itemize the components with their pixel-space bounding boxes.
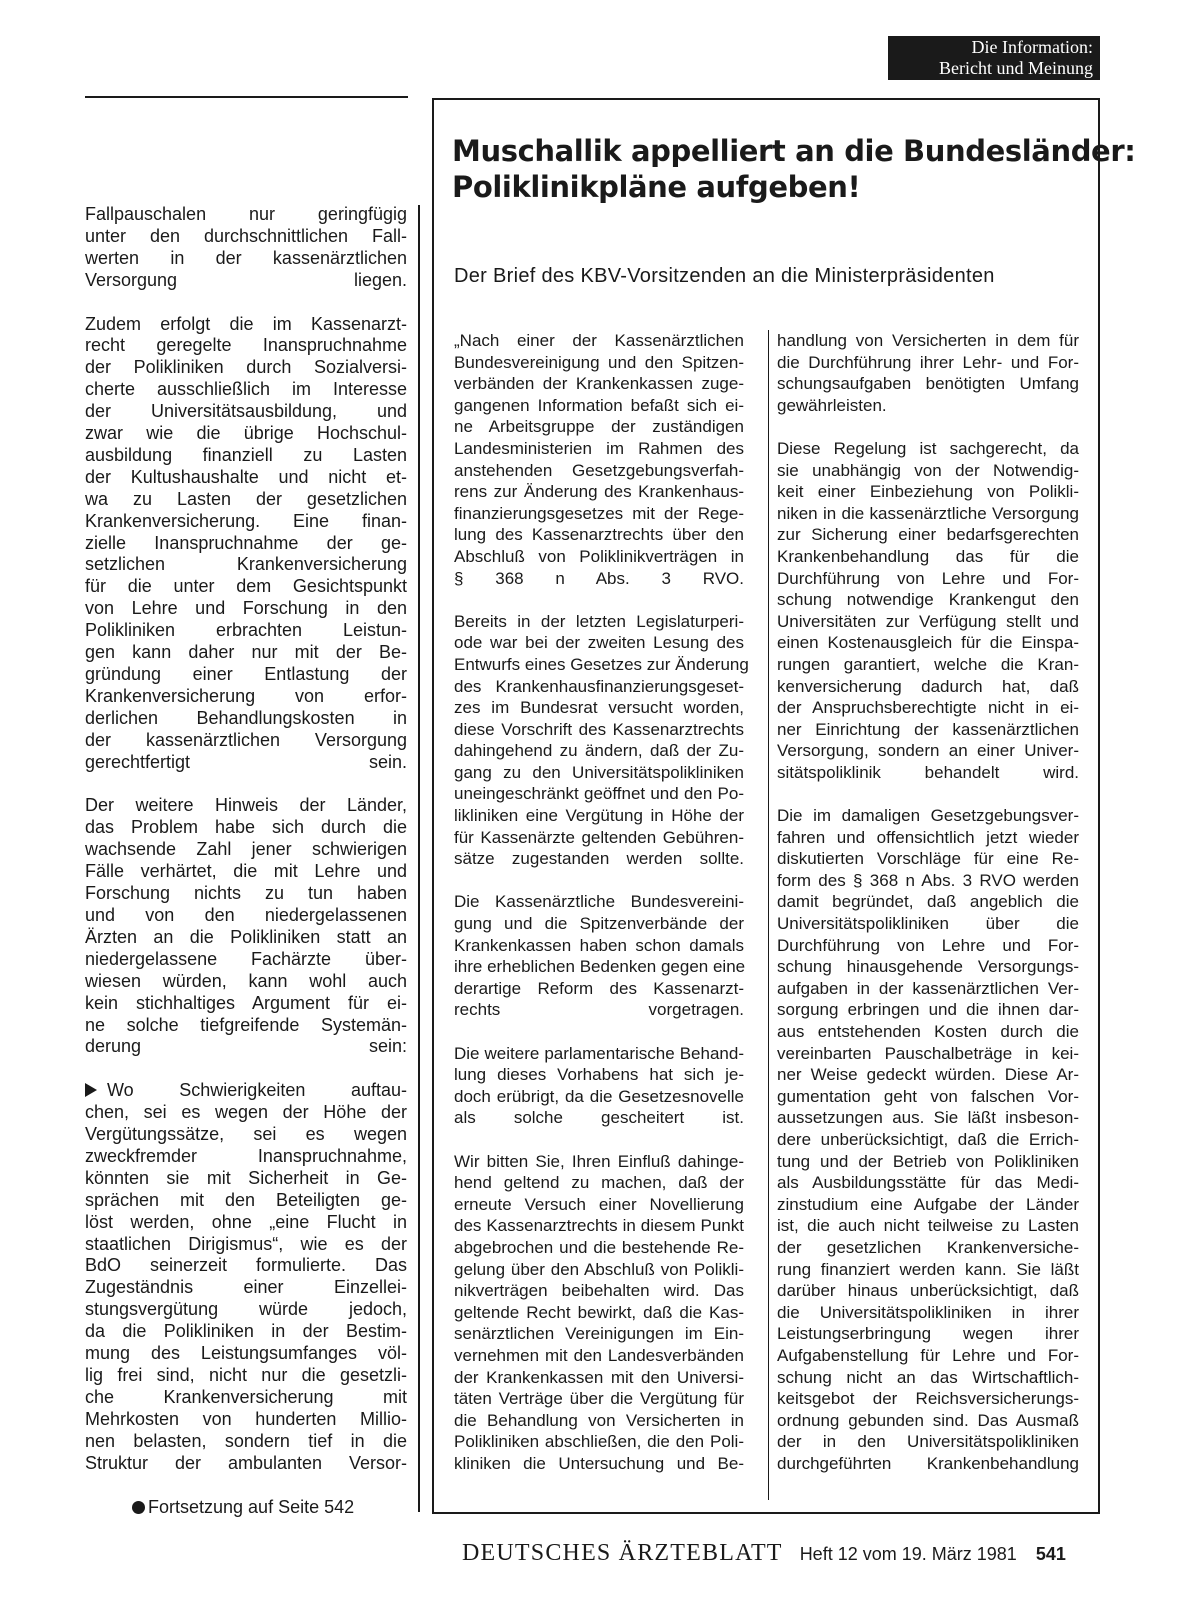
text-line: rung finanziert werden kann. Sie läßt [777,1259,1079,1279]
paragraph [454,611,749,870]
text-line: Mehrkosten von hunderten Millio- [85,1408,407,1429]
text-line: recht geregelte Inanspruchnahme [85,335,407,356]
paragraph [454,330,744,589]
text-line: ne solche tiefgreifende Systemän- [85,1014,407,1035]
text-line: Forschung nichts zu tun haben [85,883,407,904]
paragraph [777,330,1079,416]
text-line: Universitätspolikliniken über die [777,914,1079,934]
text-line: niedergelassene Fachärzte über- [85,948,407,969]
text-line: derung sein: [85,1036,407,1057]
text-line: hend geltend zu machen, daß der [454,1173,744,1193]
arrow-bullet-icon [85,1083,97,1097]
text-line: kein stichhaltiges Argument für ei- [85,992,407,1013]
text-line: sie unabhängig von der Notwendig- [777,460,1079,480]
text-line: erneute Versuch einer Novellierung [454,1194,744,1214]
paragraph [454,1151,744,1475]
text-line: als Ausbildungsstätte für das Medi- [777,1173,1079,1193]
text-line: § 368 n Abs. 3 RVO. [454,568,744,588]
text-line: staatlichen Dirigismus“, wie es der [85,1233,407,1254]
text-line: schung nicht an das Wirtschaftlich- [777,1367,1079,1387]
text-line: kliniken die Untersuchung und Be- [454,1453,744,1473]
text-line: wa zu Lasten der gesetzlichen [85,488,407,509]
text-line: Bundesvereinigung und den Spitzen- [454,352,744,372]
text-line: dere unberücksichtigt, daß die Errich- [777,1129,1079,1149]
text-line: finanzierungsgesetzes mit der Rege- [454,503,744,523]
text-line: rechts vorgetragen. [454,1000,744,1020]
text-line: anstehenden Gesetzgebungsverfah- [454,460,744,480]
text-line: der gesetzlichen Krankenversiche- [777,1237,1079,1257]
text-line: Krankenversicherung von erfor- [85,685,407,706]
text-line: likliniken eine Vergütung in Höhe der [454,806,744,826]
text-line: der Universitätsausbildung, und [85,401,407,422]
text-line: das Problem habe sich durch die [85,817,407,838]
paragraph [777,438,1079,784]
text-line: Zugeständnis einer Einzellei- [85,1277,407,1298]
column-divider [418,205,420,1512]
text-line: gung und die Spitzenverbände der [454,914,744,934]
text-line: Zudem erfolgt die im Kassenarzt- [85,313,407,334]
text-line: sprächen mit den Beteiligten ge- [85,1189,407,1210]
text-line: stungsvergütung würde jedoch, [85,1299,407,1320]
text-line: gen kann daher nur mit der Be- [85,642,407,663]
text-line: gelung über den Abschluß von Polikli- [454,1259,744,1279]
text-line: gang zu den Universitätspolikliniken [454,762,744,782]
left-column [85,204,407,1475]
text-line: form des § 368 n Abs. 3 RVO werden [777,870,1079,890]
text-line: Struktur der ambulanten Versor- [85,1452,407,1473]
text-line: Polikliniken abschließen, die den Poli- [454,1432,744,1452]
headline-line1: Muschallik appelliert an die Bundesländer: [452,134,1136,168]
text-line: gumentation geht von falschen Vor- [777,1086,1079,1106]
text-line: Aufgabenstellung für Lehre und For- [777,1345,1079,1365]
text-line: diese Vorschrift des Kassenarztrechts [454,719,744,739]
text-line: Versorgung, sondern an einer Univer- [777,741,1079,761]
text-line: ode war bei der zweiten Lesung des [454,633,744,653]
text-line: ordnung gebunden sind. Das Ausmaß [777,1410,1079,1430]
text-line: Abschluß von Poliklinikverträgen in [454,546,744,566]
text-line: für Kassenärzte geltenden Gebühren- [454,827,744,847]
text-line: BdO seinerzeit formulierte. Das [85,1255,407,1276]
text-line: gangenen Information befaßt sich ei- [454,395,744,415]
page-number: 541 [1035,1544,1066,1564]
text-line: des Kassenarztrechts in diesem Punkt [454,1216,744,1236]
bullet-paragraph [85,1080,407,1474]
text-line: sorgung erbringen und die ihnen dar- [777,1000,1079,1020]
text-line: zinstudium eine Aufgabe der Länder [777,1194,1079,1214]
text-line: der Krankenkassen mit den Universi- [454,1367,744,1387]
text-line: verbänden der Krankenkassen zuge- [454,374,744,394]
text-line: Landesministerien im Rahmen des [454,438,744,458]
text-line: Wo Schwierigkeiten auftau- [107,1080,407,1101]
text-line: derlichen Behandlungskosten in [85,707,407,728]
text-line: tung und der Betrieb von Polikliniken [777,1151,1079,1171]
text-line: keitsgebot der Reichsversicherungs- [777,1389,1079,1409]
text-line: zwar wie die übrige Hochschul- [85,423,407,444]
text-line: sätze zugestanden werden sollte. [454,849,744,869]
text-line: durchgeführten Krankenbehandlung [777,1453,1079,1473]
text-line: gewährleisten. [777,395,887,415]
paragraph [85,795,407,1058]
text-line: zes im Bundesrat versucht worden, [454,698,744,718]
text-line: nen belasten, sondern tief in die [85,1430,407,1451]
text-line: Leistungserbringung wegen ihrer [777,1324,1079,1344]
text-line: könnten sie mit Sicherheit in Ge- [85,1167,407,1188]
text-line: vereinbarten Pauschalbeträge in kei- [777,1043,1079,1063]
text-line: Durchführung von Lehre und For- [777,935,1079,955]
text-line: als solche gescheitert ist. [454,1108,744,1128]
text-line: unter den durchschnittlichen Fall- [85,225,407,246]
text-line: Fallpauschalen nur geringfügig [85,204,407,224]
text-line: Die weitere parlamentarische Behand- [454,1043,744,1063]
text-line: des Krankenhausfinanzierungsgeset- [454,676,744,696]
text-line: täten Verträge über die Vergütung für [454,1389,744,1409]
text-line: handlung von Versicherten in dem für [777,331,1079,350]
text-line: setzlichen Krankenversicherung [85,554,407,575]
text-line: darüber hinaus unberücksichtigt, daß [777,1281,1079,1301]
letter-column-divider [768,330,769,1500]
text-line: cherte ausschließlich im Interesse [85,379,407,400]
text-line: lig frei sind, nicht nur die gesetzli- [85,1364,407,1385]
text-line: fahren und offensichtlich jetzt wieder [777,827,1079,847]
text-line: ner Einrichtung der kassenärztlichen [777,719,1079,739]
text-line: Fälle verhärtet, die mit Lehre und [85,861,407,882]
text-line: Krankenversicherung. Eine finan- [85,510,407,531]
text-line: diskutierten Vorschläge für eine Re- [777,849,1079,869]
text-line: Universitäten zur Verfügung stellt und [777,611,1079,631]
paragraph [85,314,407,774]
text-line: der in den Universitätspolikliniken [777,1432,1079,1452]
text-line: ner Weise gedeckt würden. Diese Ar- [777,1065,1079,1085]
text-line: werten in der kassenärztlichen [85,247,407,268]
text-line: geltende Recht bewirkt, daß die Kas- [454,1302,744,1322]
text-line: rungen garantiert, welche die Kran- [777,654,1079,674]
text-line: gerechtfertigt sein. [85,751,407,772]
text-line: ausbildung finanziell zu Lasten [85,444,407,465]
text-line: und von den niedergelassenen [85,904,407,925]
text-line: schung notwendige Krankengut den [777,590,1079,610]
text-line: niken in die kassenärztliche Versorgung [777,503,1079,523]
text-line: Bereits in der letzten Legislaturperi- [454,611,744,631]
text-line: von Lehre und Forschung in den [85,598,407,619]
masthead: DEUTSCHES ÄRZTEBLATT [462,1540,783,1566]
text-line: zweckfremder Inanspruchnahme, [85,1145,407,1166]
text-line: der Polikliniken durch Sozialversi- [85,357,407,378]
paragraph [777,805,1079,1474]
text-line: vernehmen mit den Landesverbänden [454,1345,744,1365]
text-line: aus entstehenden Kosten durch die [777,1022,1079,1041]
paragraph [454,891,744,1021]
text-line: abgebrochen und die bestehende Re- [454,1237,744,1257]
text-line: Entwurfs eines Gesetzes zur Änderung [454,654,749,674]
text-line: da die Polikliniken in der Bestim- [85,1321,407,1342]
text-line: Versorgung liegen. [85,269,407,290]
issue-info: Heft 12 vom 19. März 1981 [799,1544,1017,1564]
text-line: Polikliniken erbrachten Leistun- [85,620,407,641]
continuation-note [148,1496,354,1518]
text-line: die Universitätspolikliniken in ihrer [777,1302,1079,1322]
page-footer [462,1540,1066,1567]
text-line: zur Sicherung einer bedarfsgerechten [777,525,1079,545]
letter-column-1 [454,330,749,1474]
text-line: der Kultushaushalte und nicht et- [85,466,407,487]
top-rule [85,96,408,98]
text-line: che Krankenversicherung mit [85,1386,407,1407]
text-line: sitätspoliklinik behandelt wird. [777,762,1079,782]
headline [452,133,1136,205]
text-line: Ärzten an die Polikliniken statt an [85,926,407,947]
text-line: Wir bitten Sie, Ihren Einfluß dahinge- [454,1151,744,1171]
text-line: Durchführung von Lehre und For- [777,568,1079,588]
letter-column-2 [777,330,1079,1474]
text-line: doch erübrigt, da die Gesetzesnovelle [454,1086,744,1106]
text-line: dahingehend zu ändern, daß der Zu- [454,741,744,761]
section-label-line1: Die Information: [971,37,1093,57]
bullet-dot-icon [132,1501,145,1514]
text-line: nikverträgen beibehalten wird. Das [454,1281,744,1301]
text-line: chen, sei es wegen der Höhe der [85,1102,407,1123]
text-line: Der weitere Hinweis der Länder, [85,795,407,816]
text-line: ne Arbeitsgruppe der zuständigen [454,417,744,437]
text-line: einen Kostenausgleich für die Einspa- [777,633,1079,653]
text-line: rens zur Änderung des Krankenhaus- [454,482,744,502]
text-line: wiesen würden, kann wohl auch [85,970,407,991]
text-line: damit begründet, daß angeblich die [777,892,1079,912]
text-line: Vergütungssätze, sei es wegen [85,1124,407,1145]
text-line: uneingeschränkt geöffnet und den Po- [454,784,744,804]
text-line: ihre erheblichen Bedenken gegen eine [454,957,746,977]
text-line: löst werden, ohne „eine Flucht in [85,1211,407,1232]
text-line: gründung einer Entlastung der [85,664,407,685]
text-line: derartige Reform des Kassenarzt- [454,978,744,998]
headline-line2: Poliklinikpläne aufgeben! [452,170,861,204]
text-line: Die im damaligen Gesetzgebungsver- [777,806,1079,826]
text-line: Krankenbehandlung das für die [777,546,1079,566]
subheadline: Der Brief des KBV-Vorsitzenden an die Ministerpräsidenten [454,265,995,287]
text-line: „Nach einer der Kassenärztlichen [454,331,744,350]
section-label-line2: Bericht und Meinung [939,58,1093,78]
text-line: für die unter dem Gesichtspunkt [85,576,407,597]
text-line: senärztlichen Vereinigungen im Ein- [454,1324,744,1344]
text-line: schungsaufgaben benötigten Umfang [777,374,1079,394]
text-line: aufgaben in der kassenärztlichen Ver- [777,978,1079,998]
text-line: kenversicherung dadurch hat, daß [777,676,1079,696]
text-line: aussetzungen aus. Sie läßt insbeson- [777,1108,1079,1128]
text-line: Die Kassenärztliche Bundesvereini- [454,892,744,912]
section-label [888,36,1100,80]
continuation-text: Fortsetzung auf Seite 542 [148,1497,355,1517]
text-line: zielle Inanspruchnahme der ge- [85,532,407,553]
text-line: schung hinausgehende Versorgungs- [777,957,1079,977]
text-line: der kassenärztlichen Versorgung [85,729,407,750]
paragraph [454,1043,744,1129]
text-line: keit einer Einbeziehung von Polikli- [777,482,1079,502]
paragraph [85,204,407,292]
text-line: Krankenkassen haben schon damals [454,935,744,955]
text-line: der Anspruchsberechtigte nicht in ei- [777,698,1079,718]
text-line: lung dieses Vorhabens hat sich je- [454,1065,744,1085]
text-line: wachsende Zahl jener schwierigen [85,839,407,860]
text-line: die Behandlung von Versicherten in [454,1410,744,1430]
text-line: lung des Kassenarztrechts über den [454,525,744,545]
text-line: ist, die auch nicht teilweise zu Lasten [777,1216,1079,1236]
text-line: mung des Leistungsumfanges völ- [85,1343,407,1364]
text-line: die Durchführung ihrer Lehr- und For- [777,352,1079,372]
text-line: Diese Regelung ist sachgerecht, da [777,438,1079,458]
